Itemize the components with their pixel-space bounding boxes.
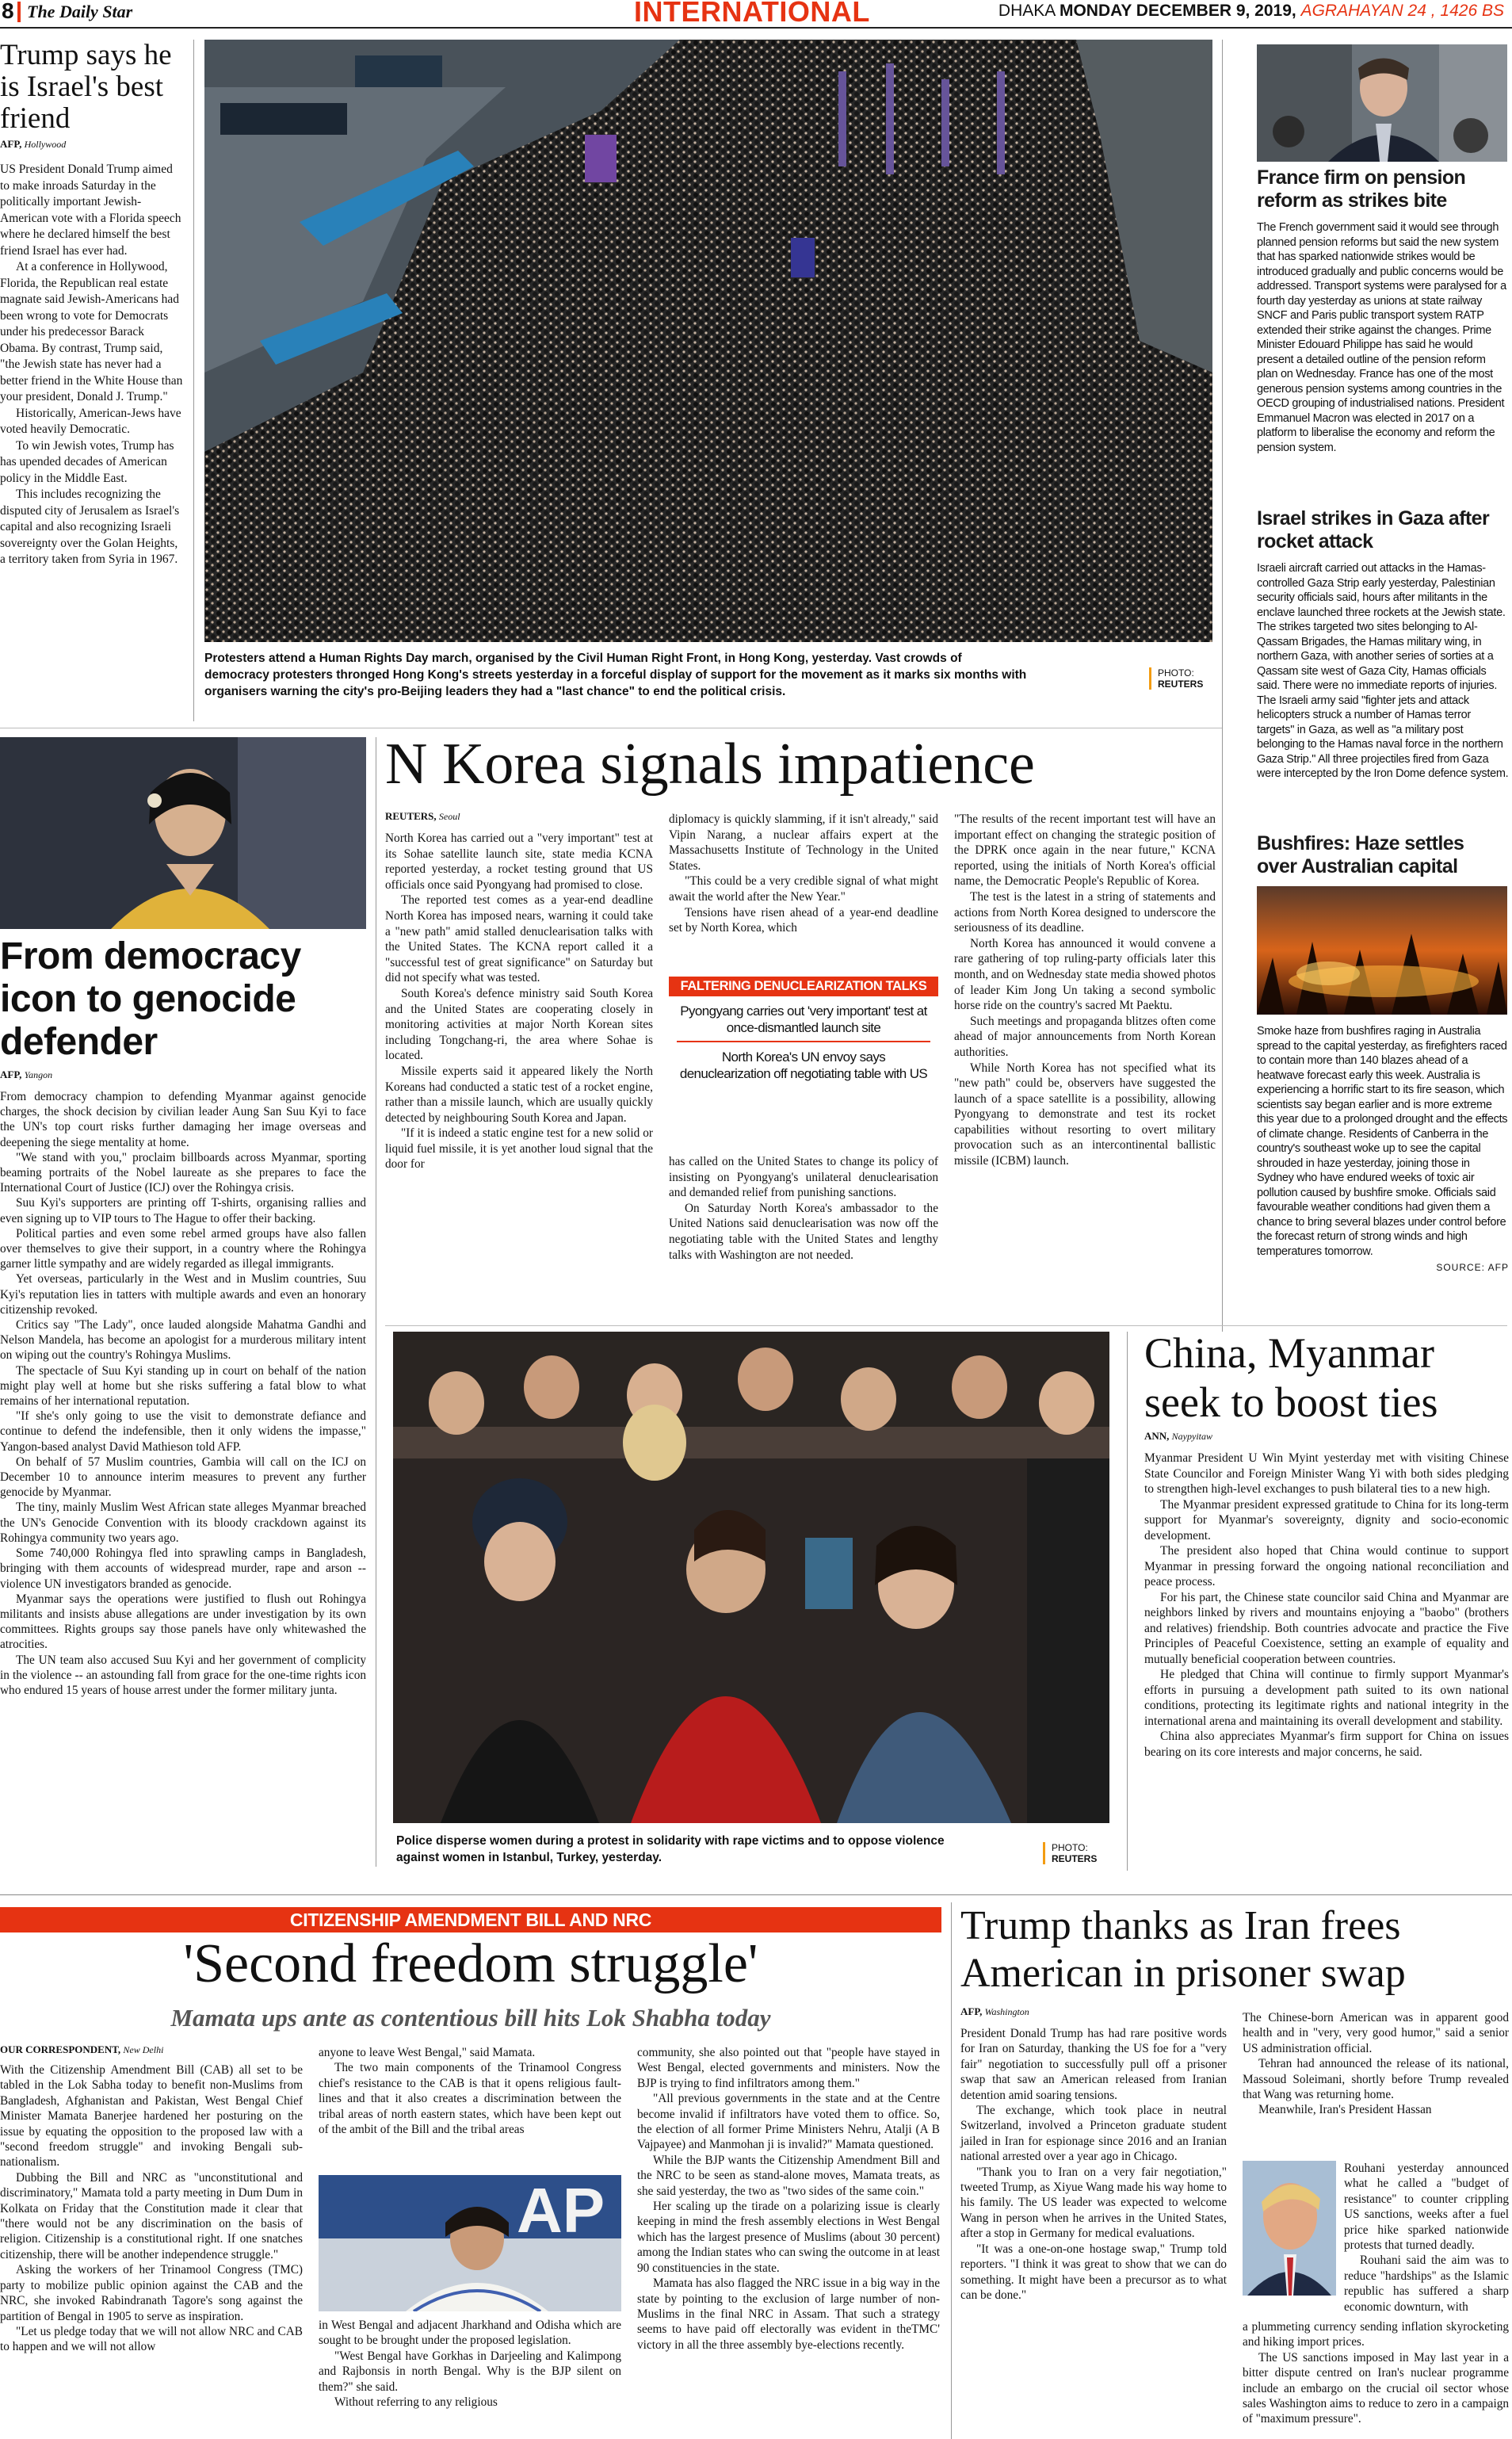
- byline-place: Yangon: [24, 1069, 53, 1080]
- byline-place: Naypyitaw: [1171, 1431, 1212, 1442]
- paragraph: Rouhani yesterday announced what he called a "budget of resistance" to counter crippling US sanctions, weeks after a fuel price hike sparked nationwide protests that turned deadly.: [1344, 2162, 1509, 2253]
- france-headline: France firm on pension reform as strikes bite: [1257, 166, 1466, 212]
- paragraph: "If it is indeed a static engine test for a new solid or liquid fuel missile, it is yet another loud signal that the door for: [385, 1126, 653, 1172]
- france-story: [1257, 166, 1509, 455]
- paragraph: a plummeting currency sending inflation skyrocketing and hiking import prices.: [1243, 2320, 1509, 2349]
- bushfires-body: Smoke haze from bushfires raging in Australia spread to the capital yesterday, as firefighters raced to contain more than 140 blazes ahead of a heatwave forecast early this week. Australia is experiencing a horrific start to its fire season, which scientists say began earlier and is more extreme this year due to a prolonged drought and the effects of climate change. Residents of Canberra in the country's southeast woke up to see the capital shrouded in haze yesterday, joining those in Sydney who have endured weeks of toxic air pollution caused by bushfire smoke. Officials said favourable weather conditions had given them a chance to bring several blazes under control before the forecast return of strong winds and high temperatures tomorrow.: [1257, 1025, 1508, 1258]
- bushfires-headline: Bushfires: Haze settles over Australian capital: [1257, 832, 1464, 877]
- paragraph: To win Jewish votes, Trump has has upended decades of American policy in the Middle East.: [0, 438, 174, 485]
- suukyi-story: [0, 935, 366, 1698]
- trump-photo-illustration: [1243, 2161, 1336, 2296]
- nkorea-sidebar: [669, 977, 938, 1082]
- dateline-bangla: AGRAHAYAN 24 , 1426 BS: [1300, 2, 1504, 20]
- caa-headline: 'Second freedom struggle': [183, 1933, 758, 1994]
- sidebar-item-2: North Korea's UN envoy says denuclearization off negotiating table with US: [679, 1049, 928, 1081]
- france-body: The French government said it would see through planned pension reforms but said the new system that has sparked nationwide strikes would be introduced gradually and public concerns would be addressed. Transport systems were paralysed for a fourth day yesterday as unions at state railway SNCF and Paris public transport system RATP extended their strike against the changes. Prime Minister Edouard Philippe has said he would present a detailed outline of the pension reform plan on Wednesday. France has one of the most generous pension systems among countries in the OECD grouping of industrialised nations. President Emmanuel Macron was elected in 2017 on a platform to liberalise the economy and reform the pension system.: [1257, 221, 1506, 454]
- byline-place: Washington: [984, 2006, 1029, 2017]
- paragraph: While the BJP wants the Citizenship Amendment Bill and the NRC to be seen as stand-alone moves, Mamata treats, as she said yesterday, the two as "two sides of the same coin.": [637, 2153, 940, 2198]
- paragraph: China also appreciates Myanmar's firm support for China on issues bearing on its core interests and major concerns, he said.: [1144, 1730, 1509, 1759]
- trump-photo: [1243, 2161, 1336, 2296]
- paragraph: "If she's only going to use the visit to demonstrate defiance and continue to defend the indefensible, then it only widens the impasse," Yangon-based analyst David Mathieson told AFP.: [0, 1409, 366, 1454]
- column-rule: [1127, 1332, 1128, 1871]
- israel-gaza-story: [1257, 507, 1509, 782]
- paragraph: The tiny, mainly Muslim West African state alleges Myanmar breached the UN's Genocide Convention with its bloody crackdown against its Rohingya community two years ago.: [0, 1500, 366, 1545]
- suukyi-photo: [0, 737, 366, 929]
- bushfire-photo: [1257, 886, 1507, 1015]
- paragraph: With the Citizenship Amendment Bill (CAB) all set to be tabled in the Lok Sabha today to benefit non-Muslims from Bangladesh, Afghanistan and Pakistan, West Bengal Chief Minister Mamata Banerjee hardened her posturing on the issue by equating the opposition to the proposed law with a "second freedom struggle" and invoking Bengali sub-nationalism.: [0, 2063, 303, 2169]
- page-header: [0, 0, 1512, 29]
- paragraph: The president also hoped that China would continue to support Myanmar in pressing forward the ongoing national reconciliation and peace process.: [1144, 1544, 1509, 1588]
- china-myanmar-headline: China, Myanmar seek to boost ties: [1144, 1329, 1438, 1426]
- paragraph: community, she also pointed out that "people have stayed in West Bengal, elected governments and ministers. Now the BJP is trying to find infiltrators among them.": [637, 2046, 940, 2090]
- china-myanmar-story: [1144, 1328, 1509, 1760]
- iran-headline: Trump thanks as Iran frees American in prisoner swap: [960, 1903, 1406, 1996]
- paragraph: North Korea has carried out a "very important" test at its Sohae satellite launch site, state media KCNA reported yesterday, a rocket testing ground that US officials once said Pyongyang had promised to close.: [385, 831, 653, 892]
- mamata-photo-illustration: [319, 2175, 621, 2311]
- section-rule: [385, 1325, 1507, 1326]
- nkorea-col1: [385, 831, 653, 1172]
- byline-agency: REUTERS,: [385, 810, 437, 822]
- paragraph: The spectacle of Suu Kyi standing up in court on behalf of the nation might play well at home but she risks suffering a fatal blow to what remains of her international reputation.: [0, 1363, 366, 1409]
- paragraph: "The results of the recent important test will have an important effect on changing the strategic position of the DPRK once again in the near future," KCNA reported, using the initials of North Korea's official name, the Democratic People's Republic of Korea.: [954, 812, 1216, 889]
- paragraph: Her scaling up the tirade on a polarizing issue is clearly keeping in mind the fresh assembly elections in West Bengal which has the largest presence of Muslims (about 30 percent) among the Indian states who can swing the outcome in at least 90 constituencies in the state.: [637, 2200, 940, 2275]
- israel-gaza-body: Israeli aircraft carried out attacks in the Hamas-controlled Gaza Strip early yesterday, Palestinian security officials said, hours after militants in the enclave launched three rockets at the Jewish state. The strikes targeted two sites belonging to Al-Qassam Brigades, the Hamas military wing, in northern Gaza, with another series of sorties at a Qassam site west of Gaza City, Hamas officials said. There were no immediate reports of injuries. The Israeli army said "fighter jets and attack helicopters struck a number of Hamas terror targets" in Gaza, as well as "a military post belonging to the Hamas naval force in the northern Gaza Strip." All three projectiles fired from Gaza were intercepted by the Iron Dome defence system.: [1257, 562, 1509, 780]
- dateline-date: MONDAY DECEMBER 9, 2019,: [1059, 2, 1296, 20]
- hongkong-protest-photo: [204, 40, 1212, 642]
- section-title: INTERNATIONAL: [634, 0, 870, 28]
- nkorea-headline: N Korea signals impatience: [385, 732, 1035, 797]
- bushfires-source: SOURCE: AFP: [1436, 1262, 1509, 1273]
- paragraph: anyone to leave West Bengal," said Mamata.: [319, 2046, 536, 2059]
- paragraph: The UN team also accused Suu Kyi and her government of complicity in the violence -- an astounding fall from grace for the one-time rights icon who endured 15 years of house arrest under the former military junta.: [0, 1653, 366, 1697]
- paragraph: diplomacy is quickly slamming, if it isn't already," said Vipin Narang, a nuclear affairs expert at the Massachusetts Institute of Technology in the United States.: [669, 812, 938, 873]
- paragraph: Tensions have risen ahead of a year-end deadline set by North Korea, which: [669, 905, 938, 935]
- istanbul-photo-illustration: [393, 1332, 1109, 1823]
- dateline: [998, 2, 1504, 21]
- caa-subhead: Mamata ups ante as contentious bill hits Lok Shabha today: [170, 2004, 771, 2032]
- paragraph: On Saturday North Korea's ambassador to the United Nations said denuclearisation was now off the negotiating table with the United States and lengthy talks with Washington are not needed.: [669, 1201, 938, 1262]
- paragraph: President Donald Trump has had rare positive words for Iran on Saturday, thanking the US foe for a "very fair" negotiation to successfully pull off a prisoner swap that saw an American released from Iranian detention amid soaring tensions.: [960, 2027, 1227, 2102]
- bushfire-photo-illustration: [1257, 886, 1507, 1015]
- paragraph: Myanmar President U Win Myint yesterday met with visiting Chinese State Councilor and Foreign Minister Wang Yi with both sides pledging to strengthen high-level exchanges to push bilateral ties to a new high.: [1144, 1451, 1509, 1496]
- paragraph: Suu Kyi's supporters are printing off T-shirts, organising rallies and even signing up to VIP tours to The Hague to offer their backing.: [0, 1196, 366, 1225]
- paragraph: South Korea's defence ministry said South Korea and the United States are cooperating closely in monitoring activities at major North Korean sites including Tongchang-ri, the area where Sohae is located.: [385, 986, 653, 1063]
- paragraph: The Myanmar president expressed gratitude to China for its long-term support for Myanmar's sovereignty, dignity and socio-economic development.: [1144, 1497, 1509, 1543]
- paragraph: Without referring to any religious: [334, 2395, 498, 2410]
- istanbul-photo-credit: [1043, 1842, 1097, 1864]
- iran-col2-bottom: [1243, 2319, 1509, 2427]
- iran-byline: [960, 2005, 1029, 2018]
- masthead-logo: The Daily Star: [27, 2, 133, 21]
- paragraph: "Let us pledge today that we will not allow NRC and CAB to happen and we will not allow: [0, 2324, 303, 2354]
- byline-place: New Delhi: [123, 2044, 164, 2055]
- paragraph: This includes recognizing the disputed city of Jerusalem as Israel's capital and also recognizing Israeli sovereignty over the Golan Heights, a territory taken from Syria in 1967.: [0, 487, 180, 566]
- byline-agency: AFP,: [960, 2005, 983, 2017]
- macron-photo-illustration: [1257, 44, 1507, 162]
- paragraph: Dubbing the Bill and NRC as "unconstitutional and discriminatory," Mamata told a party meeting in Dum Dum in Kolkata on Friday that the Constitution made it clear that "there would not be any discrimination on the basis of religion. Citizenship is a constitutional right. If one snatches citizenship, there will be another independence struggle.": [0, 2170, 303, 2261]
- crowd-photo-illustration: [204, 40, 1212, 642]
- paragraph: Missile experts said it appeared likely the North Koreans had conducted a static test of a rocket engine, rather than a missile launch, which are usually quickly detected by neighbouring South Korea and Japan.: [385, 1064, 653, 1125]
- paragraph: Mamata has also flagged the NRC issue in a big way in the state by pointing to the exclusion of large number of non-Muslims in the final NRC in Assam. That such a strategy seems to have paid off electorally was evident in theTMC' victory in all the three assembly bye-elections recently.: [637, 2277, 940, 2352]
- photo-credit-label: PHOTO:: [1158, 667, 1194, 679]
- paragraph: Historically, American-Jews have voted heavily Democratic.: [0, 406, 181, 436]
- caa-col1: [0, 2062, 303, 2355]
- nkorea-byline: [385, 810, 460, 823]
- paragraph: The exchange, which took place in neutral Switzerland, involved a Princeton graduate student jailed in Iran for espionage since 2016 and an Iranian national arrested over a year ago in Chicago.: [960, 2104, 1227, 2164]
- paragraph: The two main components of the Trinamool Congress chief's resistance to the CAB is that it opens religious fault-lines and that it also creates a discrimination between the tribal areas of north eastern states, which have been kept out of the ambit of the Bill and the tribal areas: [319, 2061, 621, 2137]
- caa-kicker: CITIZENSHIP AMENDMENT BILL AND NRC: [0, 1907, 941, 1932]
- paragraph: has called on the United States to change its policy of insisting on Pyongyang's unilateral denuclearisation and demanded relief from punishing sanctions.: [669, 1155, 938, 1200]
- suukyi-photo-illustration: [0, 737, 366, 929]
- nkorea-col2-bottom: [669, 1154, 938, 1263]
- page-number: 8: [2, 0, 14, 23]
- page-number-bar: [17, 2, 21, 22]
- paragraph: "Thank you to Iran on a very fair negotiation," tweeted Trump, as Xiyue Wang made his way home to his family. The US leader was expected to welcome Wang in person when he arrives in the United States, after a stop in Germany for medical evaluations.: [960, 2165, 1227, 2241]
- byline-agency: AFP,: [0, 1068, 22, 1080]
- photo-credit-label: PHOTO:: [1052, 1842, 1088, 1853]
- macron-photo: [1257, 44, 1507, 162]
- caa-byline: [0, 2043, 163, 2056]
- paragraph: The Chinese-born American was in apparent good health and in "very, very good humor," said a senior US administration official.: [1243, 2011, 1509, 2055]
- istanbul-protest-photo: [393, 1332, 1109, 1823]
- paragraph: At a conference in Hollywood, Florida, the Republican real estate magnate said Jewish-Americans had been wrong to vote for Democrats under his predecessor Barack Obama. By contrast, Trump said, "the Jewish state has never had a better friend in the White House than your president, Donald J. Trump.": [0, 260, 183, 403]
- china-myanmar-byline: [1144, 1430, 1509, 1443]
- mamata-photo-banner-text: AP: [517, 2175, 605, 2246]
- paragraph: Meanwhile, Iran's President Hassan: [1258, 2103, 1432, 2117]
- paragraph: in West Bengal and adjacent Jharkhand and Odisha which are sought to be brought under the proposed legislation.: [319, 2319, 621, 2348]
- paragraph: On behalf of 57 Muslim countries, Gambia will call on the ICJ on December 10 to announce interim measures to prevent any further genocide by Myanmar.: [0, 1455, 366, 1500]
- paragraph: The US sanctions imposed in May last year in a bitter dispute centred on Iran's nuclear programme include an embargo on the crucial oil sector whose sales Washington aims to reduce to zero in a campaign of "maximum pressure".: [1243, 2350, 1509, 2426]
- paragraph: Such meetings and propaganda blitzes often come ahead of major announcements from North Korean authorities.: [954, 1014, 1216, 1059]
- caa-col2-bottom: [319, 2318, 621, 2410]
- photo-credit-source: REUTERS: [1052, 1853, 1098, 1864]
- iran-col2-top: [1243, 2010, 1509, 2118]
- suukyi-body: [0, 1089, 366, 1698]
- hongkong-caption: Protesters attend a Human Rights Day march, organised by the Civil Human Right Front, in Hong Kong, yesterday. Vast crowds of democracy protesters thronged Hong Kong's streets yesterday in a forceful display of support for the movement as it marks six months with organisers warning the city's pro-Beijing leaders they had a "last chance" to end the political crisis.: [204, 652, 1027, 698]
- caa-col3: [637, 2045, 940, 2353]
- israel-gaza-headline: Israel strikes in Gaza after rocket attack: [1257, 507, 1490, 552]
- trump-israel-byline: [0, 138, 184, 151]
- sidebar-item-1: Pyongyang carries out 'very important' test at once-dismantled launch site: [677, 1003, 930, 1042]
- paragraph: "It was a one-on-one hostage swap," Trump told reporters. "I think it was great to show that we can do something. It might have been a precursor as to what can be done.": [960, 2242, 1227, 2302]
- column-rule: [193, 40, 194, 721]
- iran-col1: [960, 2026, 1227, 2303]
- section-rule: [0, 1894, 1512, 1895]
- paragraph: Myanmar says the operations were justified to flush out Rohingya militants and insists abuse allegations are under investigation by its own committees. Rights groups say those panels have only whitewashed the atrocities.: [0, 1592, 366, 1652]
- caa-col2-top: [319, 2045, 621, 2137]
- paragraph: "All previous governments in the state and at the Centre become invalid if infiltrators have voted them to office. So, the election of all former Prime Ministers Nehru, Atalji (A B Vajpayee) and Manmohan ji is invalid?" Mamata questioned.: [637, 2092, 940, 2152]
- paragraph: From democracy champion to defending Myanmar against genocide charges, the shock decision by civilian leader Aung San Suu Kyi to face the UN's top court risks further damaging her image overseas and deepening the siege mentality at home.: [0, 1090, 366, 1149]
- hongkong-photo-credit: [1149, 667, 1203, 690]
- trump-israel-headline: Trump says he is Israel's best friend: [0, 39, 172, 135]
- paragraph: Political parties and even some rebel armed groups have also fallen over themselves to give their support, in a country where the Rohingya garner little sympathy and are widely regarded as illegal immigrants.: [0, 1226, 366, 1271]
- paragraph: Critics say "The Lady", once lauded alongside Mahatma Gandhi and Nelson Mandela, has become an apologist for a murderous military intent on wiping out the country's Rohingya Muslims.: [0, 1318, 366, 1363]
- paragraph: "This could be a very credible signal of what might await the world after the New Year.": [669, 874, 938, 904]
- paragraph: He pledged that China will continue to firmly support Myanmar's efforts in pursuing a development path suited to its own national conditions, protecting its legitimate rights and national integrity in the international arena and maintaining its overall development and stability.: [1144, 1668, 1509, 1728]
- byline-place: Hollywood: [24, 139, 67, 150]
- paragraph: The reported test comes as a year-end deadline North Korea has imposed nears, warning it could take a "new path" amid stalled denuclearisation talks with the United States. The KCNA report called it a "successful test of great significance" on Saturday but did not specify what was tested.: [385, 893, 653, 985]
- paragraph: Tehran had announced the release of its national, Massoud Soleimani, shortly before Trump revealed that Wang was returning home.: [1243, 2057, 1509, 2102]
- paragraph: "We stand with you," proclaim billboards across Myanmar, sporting beaming portraits of the Nobel laureate as she prepares to face the International Court of Justice (ICJ) over the Rohingya crisis.: [0, 1150, 366, 1195]
- paragraph: North Korea has announced it would convene a rare gathering of top ruling-party officials later this month, and on Wednesday state media showed photos of leader Kim Jong Un taking a second symbolic horse ride on the country's sacred Mt Paektu.: [954, 936, 1216, 1013]
- column-rule: [1222, 40, 1223, 1332]
- paragraph: Rouhani said the aim was to reduce "hardships" as the Islamic republic has suffered a sharp economic downturn, with: [1344, 2254, 1509, 2314]
- paragraph: The test is the latest in a string of statements and actions from North Korea designed to underscore the seriousness of its deadline.: [954, 889, 1216, 935]
- paragraph: US President Donald Trump aimed to make inroads Saturday in the politically important Jewish-American vote with a Florida speech where he declared himself the best friend Israel has ever had.: [0, 162, 181, 258]
- trump-israel-body: [0, 162, 184, 568]
- paragraph: Some 740,000 Rohingya fled into sprawling camps in Bangladesh, bringing with them accounts of widespread murder, rape and arson -- violence UN investigators branded as genocide.: [0, 1546, 366, 1591]
- mamata-photo: [319, 2175, 621, 2311]
- byline-place: Seoul: [438, 811, 460, 822]
- trump-israel-story: [0, 40, 184, 568]
- bushfires-story: [1257, 832, 1509, 1273]
- nkorea-col2-top: [669, 812, 938, 936]
- photo-credit-source: REUTERS: [1158, 679, 1204, 690]
- paragraph: Asking the workers of her Trinamool Congress (TMC) party to mobilize public opinion against the CAB and the NRC, she invoked Rabindranath Tagore's song against the partition of Bengal in 1905 to serve as inspiration.: [0, 2263, 303, 2323]
- istanbul-caption: Police disperse women during a protest in solidarity with rape victims and to oppose violence against women in Istanbul, Turkey, yesterday.: [396, 1834, 945, 1864]
- dateline-city: DHAKA: [998, 2, 1056, 20]
- byline-agency: ANN,: [1144, 1430, 1170, 1442]
- paragraph: Yet overseas, particularly in the West and in Muslim countries, Suu Kyi's reputation lies in tatters with multiple awards and even an honorary citizenship revoked.: [0, 1272, 366, 1317]
- paragraph: "West Bengal have Gorkhas in Darjeeling and Kalimpong and Rajbonsis in north Bengal. Why is the BJP silent on them?" she said.: [319, 2349, 621, 2394]
- paragraph: For his part, the Chinese state councilor said China and Myanmar are neighbors linked by rivers and mountains enjoying a "baobo" (brothers and relatives) friendship. Both countries advocate and practice the Five Principles of Peaceful Coexistence, setting an example of equality and mutually beneficial cooperation between countries.: [1144, 1590, 1509, 1666]
- paragraph: While North Korea has not specified what its "new path" could be, observers have suggested the launch of a space satellite is a possibility, allowing Pyongyang to demonstrate and test its rocket capabilities without resorting to overt military provocation such as an intercontinental ballistic missile (ICBM) launch.: [954, 1061, 1216, 1168]
- byline-agency: OUR CORRESPONDENT,: [0, 2043, 121, 2055]
- suukyi-headline: From democracy icon to genocide defender: [0, 935, 301, 1063]
- suukyi-byline: [0, 1068, 366, 1081]
- china-myanmar-body: [1144, 1451, 1509, 1760]
- nkorea-col3: [954, 812, 1216, 1169]
- column-rule: [951, 1902, 952, 2439]
- sidebar-title: FALTERING DENUCLEARIZATION TALKS: [669, 977, 938, 996]
- byline-agency: AFP,: [0, 138, 22, 150]
- iran-col2-wrap: [1344, 2161, 1509, 2315]
